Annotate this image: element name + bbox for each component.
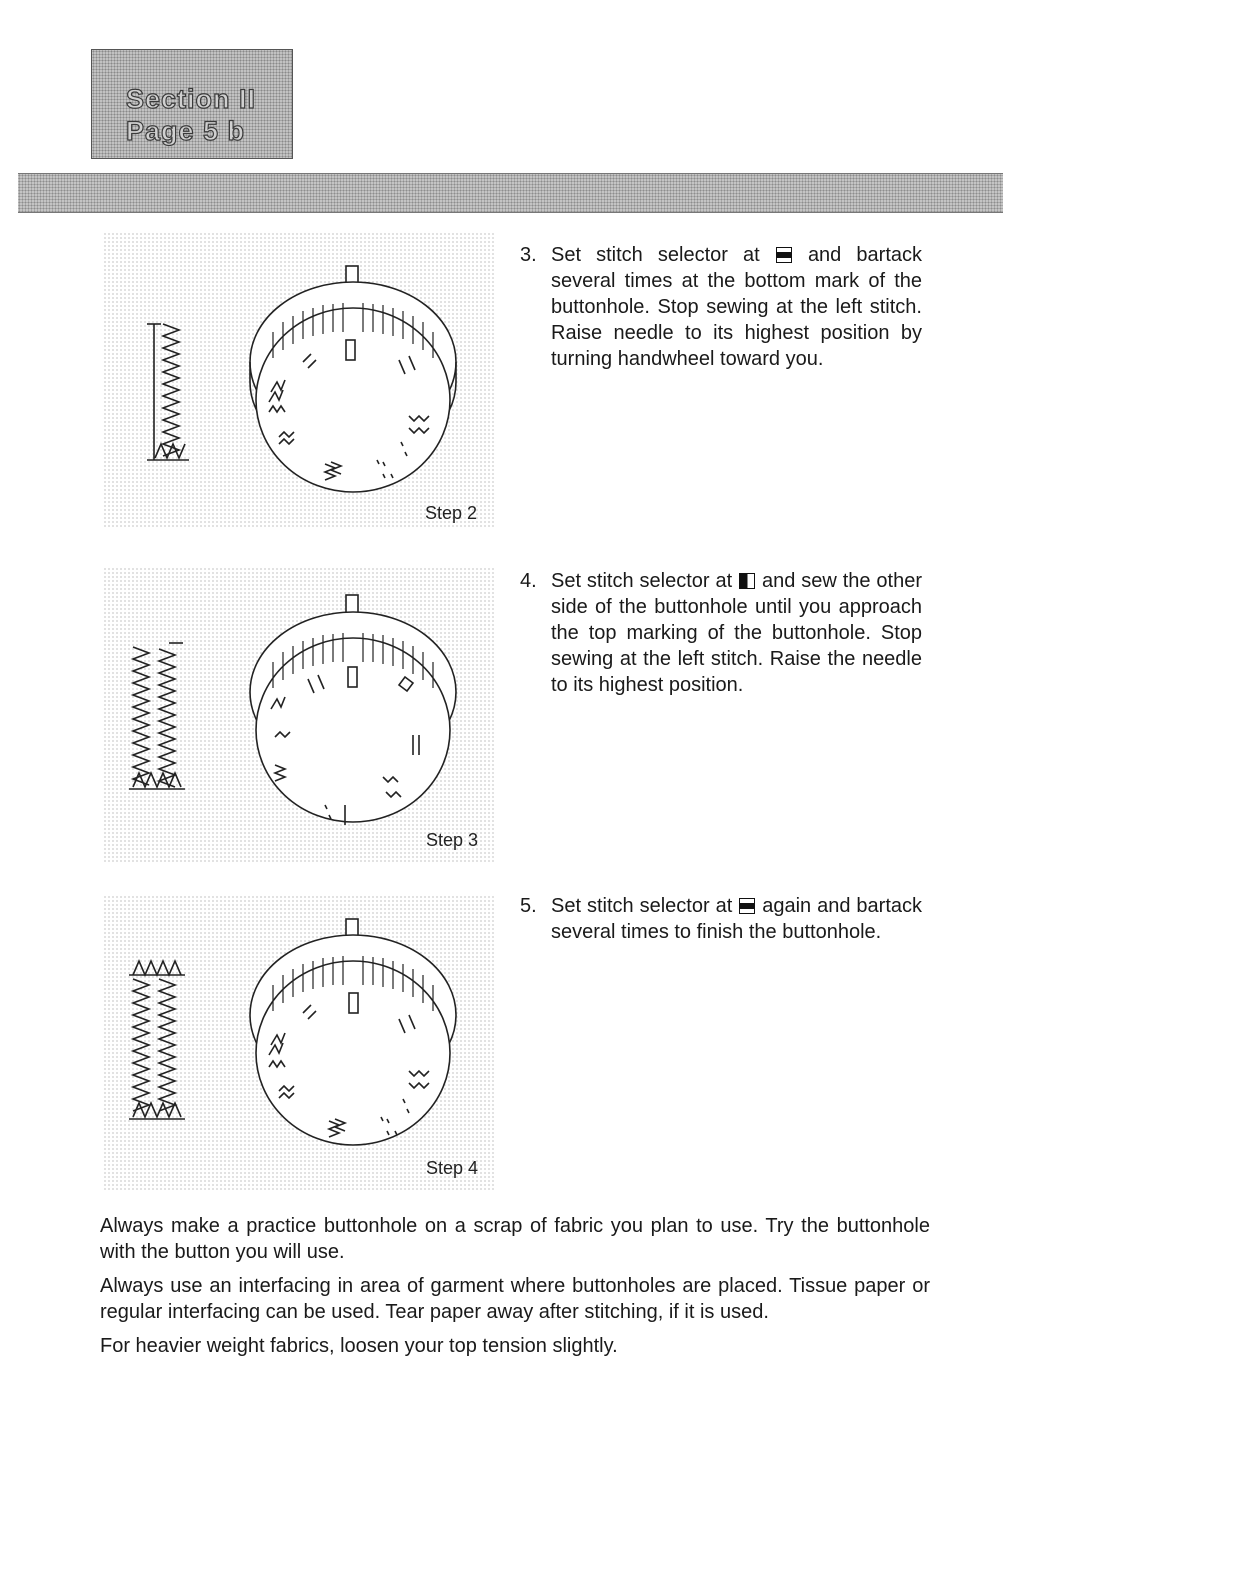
section-page-header — [91, 49, 293, 159]
step-3-diagram — [103, 567, 495, 862]
figure-caption: Step 4 — [426, 1158, 479, 1178]
step-text-before: Set stitch selector at — [551, 244, 760, 266]
step-text-after: again and bartack several times to finish the buttonhole. — [551, 895, 923, 943]
step-number: 4. — [520, 570, 537, 592]
step-2-diagram — [103, 232, 495, 527]
note-paragraph: For heavier weight fabrics, loosen your top tension slightly. — [100, 1335, 618, 1357]
note-paragraph: Always use an interfacing in area of garment where buttonholes are placed. Tissue paper or regular interfacing can be used. Tear paper away after stitching, if it is used. — [100, 1275, 930, 1323]
step-3-illustration — [103, 567, 495, 862]
note-paragraph: Always make a practice buttonhole on a scrap of fabric you plan to use. Try the buttonhole with the button you will use. — [100, 1215, 930, 1263]
bartack-selector-icon — [776, 247, 792, 263]
figure-caption: Step 2 — [425, 503, 478, 523]
bartack-selector-icon — [739, 898, 755, 914]
general-notes — [100, 1213, 930, 1367]
step-4-illustration — [103, 895, 495, 1190]
step-text-before: Set stitch selector at — [551, 895, 733, 917]
step-4-diagram — [103, 895, 495, 1185]
header-divider-band — [18, 173, 1003, 213]
step-number: 3. — [520, 244, 537, 266]
page-number: Page 5 b — [126, 116, 246, 146]
step-text-after: and sew the other side of the buttonhole until you approach the top marking of the buttonhole. Stop sewing at the left stitch. Raise the needle to its highest position. — [551, 570, 922, 696]
section-title: Section II — [126, 84, 257, 114]
figure-caption: Step 3 — [426, 830, 479, 850]
step-text-before: Set stitch selector at — [551, 570, 733, 592]
side-stitch-selector-icon — [739, 573, 755, 589]
step-text-after: and bartack several times at the bottom mark of the buttonhole. Stop sewing at the left stitch. Raise needle to its highest position by turning handwheel toward you. — [551, 244, 922, 370]
step-number: 5. — [520, 895, 537, 917]
step-2-illustration — [103, 232, 495, 527]
